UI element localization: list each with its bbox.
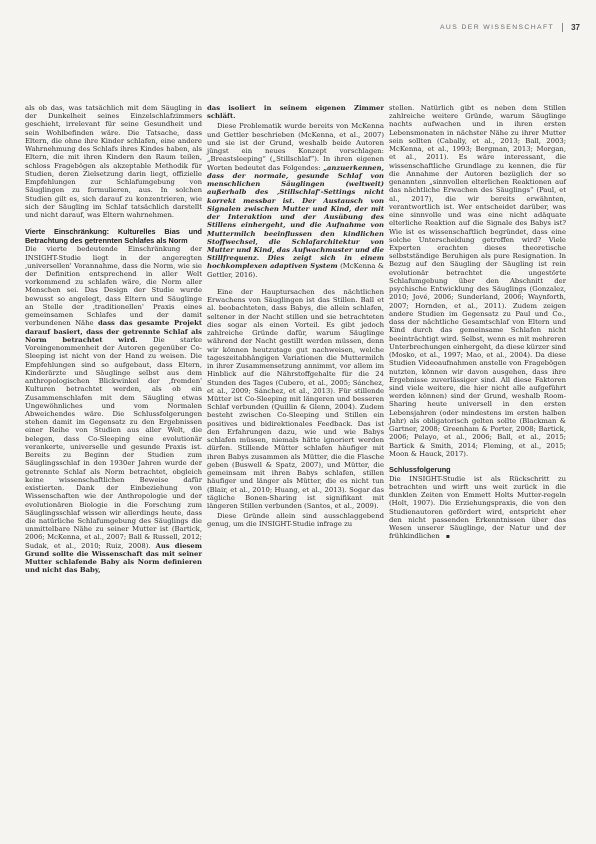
citation: (McKenna & Gettler, 2016). xyxy=(207,262,385,279)
paragraph xyxy=(25,245,202,574)
end-of-article-mark: ▪ xyxy=(445,533,450,541)
header-divider xyxy=(562,23,563,32)
paragraph xyxy=(207,122,384,278)
text-column-3 xyxy=(389,104,566,541)
text-column-1 xyxy=(25,104,202,575)
paragraph-continued: das isoliert in seinem eigenen Zimmer schläft. xyxy=(207,104,384,121)
section-heading: Vierte Einschränkung: Kulturelles Bias und Betrachtung des getrennten Schlafes als Norm xyxy=(25,227,202,245)
text-column-2 xyxy=(207,104,384,529)
paragraph: Eine der Hauptursachen des nächtlichen Erwachens von Säuglingen ist das Stillen. Ball et al. beobachteten, dass Babys, die allein schlafen, seltener in der Nacht stillen und sie betrachteten dies sogar als einen Vorteil. Es gibt jedoch zahlreiche Gründe dafür, warum Säuglinge während der Nacht gestillt werden müssen, denn wir können heutzutage gut nachweisen, welche tageszeitabhängigen Variationen die Muttermilch in ihrer Zusammensetzung annimmt, vor allem im Hinblick auf die Nährstoffgehalte für die 24 Stunden des Tages (Cubero, et al., 2005; Sánchez, et al., 2009; Sánchez, et al., 2013). Für stillende Mütter ist Co-Sleeping mit längeren und besseren Schlaf verbunden (Quillin & Glenn, 2004). Zudem besteht zwischen Co-Sleeping und Stillen ein positives und bidirektionales Feedback. Das ist den Erfahrungen dazu, wie und wie Babys schlafen müssen, niemals hätte ignoriert werden dürfen. Stillende Mütter schlafen häufiger mit ihren Babys zusammen als Mütter, die die Flasche geben (Buswell & Spatz, 2007), und Mütter, die gemeinsam mit ihren Babys schlafen, stillen häufiger und länger als Mütter, die es nicht tun (Blair, et al., 2010; Huang, et al., 2013). Sogar das tägliche Bonen-Sharing ist signifikant mit längeren Stillen verbunden (Santos, et al., 2009). xyxy=(207,287,384,511)
emphasis-text: Aus diesem Grund sollte die Wissenschaft das mit seiner Mutter schlafende Baby als Norm definieren und nicht das Baby, xyxy=(25,541,202,575)
paragraph: als ob das, was tatsächlich mit dem Säugling in der Dunkelheit seines Einzelschlafzimmers geschieht, irrelevant für seine Gesundheit und sein Wohlbefinden wäre. Die Tatsache, dass Eltern, die ohne ihre Kinder schlafen, eine andere Wahrnehmung des Schlafs ihres Kindes haben, als Eltern, die mit ihren Kindern den Raum teilen, schloss Fragebögen als akzeptable Methodik für Studien, deren Zielsetzung darin liegt, offizielle Empfehlungen zur Schlafumgebung von Säuglingen zu formulieren, aus. In solchen Studien gilt es, sich darauf zu konzentrieren, wie sich der Säugling im Schlaf tatsächlich darstellt und nicht darauf, was Eltern wahrnehmen. xyxy=(25,104,202,220)
running-header xyxy=(440,23,580,32)
quotation: „anzuerkennen, dass der normale, gesunde Schlaf von menschlichen Säuglingen (weltweit) außerhalb des ‚Stillschlaf‘-Settings nicht korrekt messbar ist. Der Austausch von Signalen zwischen Mutter und Kind, der mit der Interaktion und der Ausübung des Stillens einhergeht, und die Aufnahme von Muttermilch beeinflussen den kindlichen Stoffwechsel, die Schlafarchitektur von Mutter und Kind, das Aufwachmuster und die Stillfrequenz. Dies zeigt sich in einem hochkomplexen adaptiven System xyxy=(207,163,384,271)
page-number: 37 xyxy=(571,23,580,32)
emphasis-text: dass das gesamte Projekt darauf basiert, dass der getrennte Schlaf als Norm betrachtet wird. xyxy=(25,319,202,344)
paragraph: Diese Gründe allein sind ausschlaggebend genug, um die INSIGHT-Studie infrage zu xyxy=(207,512,384,529)
paragraph-text: Die INSIGHT-Studie ist als Rückschritt zu betrachten und wirft uns weit zurück in die dunklen Zeiten von Emmett Holts Mutter-regeln (Holt, 1907). Die Erziehungspraxis, die von den Studienautoren gefördert wird, entspricht eher den nicht passenden Erkenntnissen über das Wesen unserer Säuglinge, der Natur und der frühkindlichen xyxy=(389,474,566,541)
section-name: AUS DER WISSENSCHAFT xyxy=(439,24,555,31)
paragraph-text: Die starke Voreingenommenheit der Autoren gegenüber Co-Sleeping ist nicht von der Hand zu weisen. Die Empfehlungen sind so aufgebaut, dass Eltern, Kinderärzte und Säuglinge selbst aus dem anthropologischen Blickwinkel der ‚fremden' Kulturen betrachtet werden, als ob ein Zusammenschlafen mit dem Säugling etwas Ungewöhnliches und vom Normalen Abweichendes wäre. Die Schlussfolgerungen stehen damit im Gegensatz zu den Ergebnissen einer Reihe von Studien aus aller Welt, die belegen, dass Co-Sleeping eine evolutionär verankerte, universelle und gesunde Praxis ist. Bereits zu Beginn der Studien zum Säuglingsschlaf in den 1930er Jahren wurde der getrennte Schlaf als Norm betrachtet, obgleich keine wissenschaftlichen Beweise dafür existierten. Dank der Einbeziehung von Wissenschaften wie der Anthropologie und der evolutionären Biologie in die Forschung zum Säuglingsschlaf wissen wir allerdings heute, dass die natürliche Schlafumgebung des Säuglings die unmittelbare Nähe zu seiner Mutter ist (Bartick, 2006; McKenna, et al., 2007; Ball & Russell, 2012; Sudak, et al., 2010; Ruiz, 2008). xyxy=(25,335,202,550)
paragraph-text: Die vierte bedeutende Einschränkung der INSIGHT-Studie liegt in der angeregten ‚universellen' Vorannahme, dass die Norm, wie sie der Definition entsprechend in aller Welt vorkommend zu schlafen wäre, die Norm aller Menschen sei. Das Design der Studie wurde bewusst so angelegt, dass Eltern und Säuglinge an Stelle der ‚traditionellen' Praxis eines gemeinsamen Schlafes und der damit verbundenen Nähe xyxy=(25,245,202,328)
paragraph: stellen. Natürlich gibt es neben dem Stillen zahlreiche weitere Gründe, warum Säuglinge nachts aufwachen und in ihren ersten Lebensmonaten in nächster Nähe zu ihrer Mutter sein sollten (Cabally, et al., 2013; Ball, 2003; McKenna, et al., 1993; Bergman, 2013; Morgan, et al., 2011). Es wäre interessant, die wissenschaftliche Grundlage zu kennen, die für die Annahme der Autoren bezüglich der so genannten „sinnvollen elterlichen Reaktionen auf das nächtliche Erwachen des Säuglings“ (Paul, et al., 2017), die wir bereits erwähnten, verantwortlich ist. Wer entscheidet darüber, was eine sinnvolle und was eine nicht adäquate elterliche Reaktion auf die Signale des Babys ist? Wie ist es wissenschaftlich begründet, dass eine solche Unterscheidung getroffen wird? Viele Experten erachten dieses theoretische selbstständige Beruhigen als pure Resignation. In Bezug auf den Säugling der Säugling ist rein evolutionär betrachtet die ungestörte Schlafumgebung über den Abschnitt der psychische Entwicklung des Säuglings (Gonzalez, 2010; Jové, 2006; Sunderland, 2006; Waynforth, 2007; Hornden, et al., 2011). Zudem zeigen andere Studien im Gegensatz zu Paul und Co., dass der nächtliche Gesamtschlaf von Eltern und Kind durch das gemeinsame Schlafen nicht beeinträchtigt wird. Selbst, wenn es mit mehreren Unterbrechungen einhergeht, da diese kürzer sind (Mosko, et al., 1997; Mao, et al., 2004). Da diese Studien Videoaufnahmen anstelle von Fragebögen nutzten, können wir davon ausgehen, dass ihre Ergebnisse zuverlässiger sind. All diese Faktoren sind viele weitere, die hier nicht alle aufgeführt werden können) sind der Grund, weshalb Room-Sharing heute universell in den ersten Lebensjahren (oder mindestens im ersten halben Jahr) als obligatorisch gelten sollte (Blackman & Gartner, 2008; Greenham & Porter, 2008; Bartick, 2006; Pelayo, et al., 2006; Ball, et al., 2015; Bartick & Smith, 2014; Fleming, et al., 2015; Moon & Hauck, 2017). xyxy=(389,104,566,458)
paragraph xyxy=(389,475,566,542)
section-heading: Schlussfolgerung xyxy=(389,465,451,475)
paragraph-text: Diese Problematik wurde bereits von McKenna und Gettler beschrieben (McKenna, et al., 2007) und sie ist der Grund, weshalb beide Autoren jüngst ein neues Konzept vorschlagen: „Breastsleeping“ („Stillschlaf“). In ihren eigenen Worten bedeutet das Folgendes: xyxy=(207,122,384,172)
